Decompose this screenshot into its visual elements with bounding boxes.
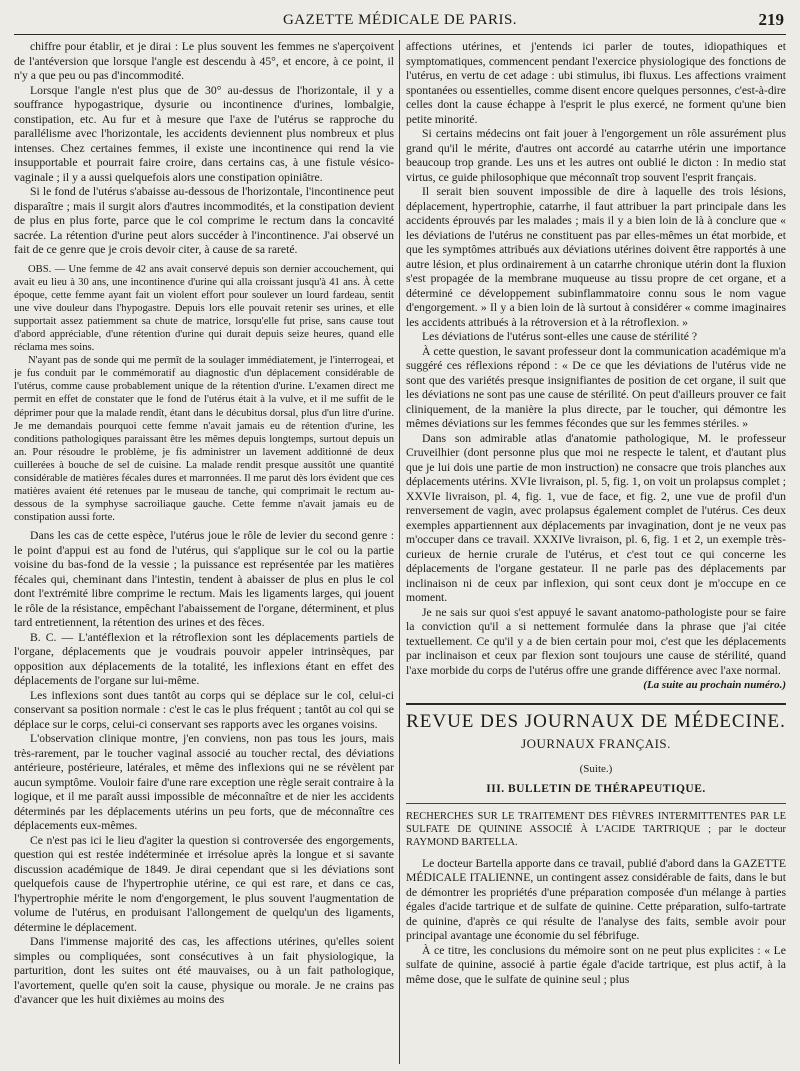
paragraph: Je ne sais sur quoi s'est appuyé le savant anatomo-pathologiste pour se faire la conviction qu'il a si nettement formulée dans la phrase que j'ai citée textuellement. Ce qu'il y a de bien certain pour moi, c'est que les déplacements par inclinaison et ceux par flexion sont toujours une cause de stérilité, quand l'axe morbide du corps de l'utérus offre une grande différence avec l'axe normal.: [406, 605, 786, 677]
observation-block: [14, 263, 394, 525]
paragraph: B. C. — L'antéflexion et la rétroflexion sont les déplacements partiels de l'organe, déplacements que je voudrais pouvoir appeler intrinsèques, par opposition aux déplacements de la totalité, les inflexions étant en effet des déplacements de l'organe sur lui-même.: [14, 630, 394, 688]
column-divider: [399, 40, 400, 1064]
paragraph: Il serait bien souvent impossible de dire à laquelle des trois lésions, déplacement, hypertrophie, catarrhe, il faut attribuer la part principale dans les accidents éprouvés par les malades ; mais il y a bien loin de là à conclure que « les déviations de l'utérus ne constituent pas par elles-mêmes un état morbide, et que les symptômes attribués aux déviations utérines doivent être rapportés à une autre lésion, et plus ordinairement à un catarrhe chronique utérin dont la fluxion s'est propagée de la membrane muqueuse au tissu propre de cet organe, et a déterminé ce développement subinflammatoire connu sous le nom vague d'engorgement. » Il y a bien loin de là surtout à considérer « comme imaginaires les accidents attribués à la rétroversion et à la rétroflexion. »: [406, 185, 786, 329]
paragraph: L'observation clinique montre, j'en conviens, non pas tous les jours, mais très-rarement, par le toucher vaginal associé au toucher rectal, des déviations antérieure, postérieure, latérales, et même des inflexions qui ne se révèlent par aucun symptôme. Vouloir faire d'une rare exception une règle serait contraire à la logique, et il me paraît aussi impossible de méconnaître et de nier les accidents déterminés par les déplacements utérins un peu forts, que de méconnaître ces déplacements eux-mêmes.: [14, 732, 394, 833]
paragraph: chiffre pour établir, et je dirai : Le plus souvent les femmes ne s'aperçoivent de l'antéversion que lorsque l'angle est descendu à 45°, et encore, à ce point, il n'y a que peu ou pas d'incommodité.: [14, 40, 394, 82]
paragraph: affections utérines, et j'entends ici parler de toutes, idiopathiques et symptomatiques, commencent pendant l'exercice physiologique des fonctions de l'utérus, en vertu de cet adage : ubi stimulus, ibi fluxus. Les affections vraiment spontanées ou essentielles, comme disent encore quelques personnes, c'est-à-dire celles dont la cause échappe à l'esprit le plus exercé, ne forment qu'une bien petite minorité.: [406, 40, 786, 126]
suite-label: (Suite.): [579, 762, 613, 775]
paragraph: Dans son admirable atlas d'anatomie pathologique, M. le professeur Cruveilhier (dont personne plus que moi ne respecte le talent, et d'autant plus que je lui dois une partie de mon instruction) ne consacre que trois planches aux déplacements utérins. XVIe livraison, pl. 5, fig. 1, on voit un prolapsus complet ; XXVIe livraison, pl. 4, fig. 1, vue de face, et fig. 2, une vue de profil d'un renversement de vagin, avec prolapsus également complet de l'utérus. Ces deux exemples appartiennent aux déplacements par invagination, dont je ne veux pas m'occuper dans ce travail. XXXIVe livraison, pl. 6, fig. 1 et 2, un exemple très-curieux de hernie crurale de l'utérus, et c'est tout ce qui concerne les déplacements de l'organe gestateur. Il ne parle pas des déplacements par inclinaison ni de ceux par inflexion, qui sont ceux dont je m'occupe en ce moment.: [406, 431, 786, 604]
page-number: 219: [758, 10, 784, 29]
observation-paragraph: N'ayant pas de sonde qui me permît de la soulager immédiatement, je l'interrogeai, et je fus conduit par le commémoratif au diagnostic d'un déplacement considérable de l'utérus, comme cause probablement unique de la rétention d'urine. L'examen direct me permit en effet de constater que le fond de l'utérus était à la vulve, et il me suffit de le déprimer pour que la malade rendît, étant dans le décubitus dorsal, plus d'un litre d'urine. Je me demandais pourquoi cette femme n'avait jamais eu de rétention d'urine, les conditions pathologiques paraissant être les mêmes depuis longtemps, surtout depuis un an. Pour résoudre le problème, je fis administrer un lavement additionné de deux cuillerées à bouche de sel de cuisine. La malade rendit presque aussitôt une quantité considérable de matières fécales dures et marronnées. Il me parut dès lors évident que ces matières avaient été retenues par le museau de tanche, qui comprimait le rectum au-dessous de la symphyse sacroiliaque gauche. Cette femme n'avait jamais eu de constipation aussi forte.: [14, 355, 394, 524]
to-be-continued: (La suite au prochain numéro.): [643, 679, 786, 691]
paragraph: Ce n'est pas ici le lieu d'agiter la question si controversée des engorgements, question qui est restée indéterminée et irrésolue après la longue et si savante discussion académique de 1849. Je dirai cependant que si les déviations sont quelquefois cause de l'hypertrophie utérine, ce qui est rare, et dans ce cas, l'hypertrophie mérite le nom d'engorgement, le plus souvent l'augmentation de volume de l'utérus, en produisant l'allongement de quelqu'un des ligaments, détermine le déplacement.: [14, 833, 394, 934]
right-column: [406, 40, 786, 1066]
journal-title: GAZETTE MÉDICALE DE PARIS.: [282, 12, 518, 28]
revue-title: REVUE DES JOURNAUX DE MÉDECINE.: [406, 710, 786, 732]
journaux-subtitle: JOURNAUX FRANÇAIS.: [521, 736, 671, 751]
paragraph: Le docteur Bartella apporte dans ce travail, publié d'abord dans la GAZETTE MÉDICALE ITALIENNE, un contingent assez considérable de faits, dans le but de démontrer les propriétés d'une préparation composée d'un mélange à parties égales d'acide tartrique et de sulfate de quinine. Cette préparation, sulfo-tartrate de quinine, d'après ce qui résulte de l'analyse des faits, semble avoir pour principal avantage une économie du sel fébrifuge.: [406, 856, 786, 942]
paragraph: À cette question, le savant professeur dont la communication académique m'a suggéré ces réflexions répond : « De ce que les déviations de l'utérus vide ne sont que des variétés presque insignifiantes de position de cet organe, il suit que les déviations ne sont pas une cause de stérilité. On peut d'ailleurs prouver ce fait cliniquement, de la manière la plus directe, par le toucher, qui démontre les mêmes déviations sur les femmes fécondes que sur les femmes stériles. »: [406, 344, 786, 430]
page-header: [14, 8, 786, 35]
paragraph: Lorsque l'angle n'est plus que de 30° au-dessus de l'horizontale, il y a souffrance hypogastrique, dysurie ou incontinence d'urines, lombalgie, constipation, etc. Au fur et à mesure que l'axe de l'utérus se rapproche du parallélisme avec l'horizontale, les accidents deviennent plus nombreux et plus intenses. Chez certaines femmes, il existe une incontinence qui rend la vie insupportable et pourrait faire croire, dans certains cas, à une fistule vésico-vaginale ; il y a aussi quelquefois alors une constipation opiniâtre.: [14, 83, 394, 184]
paragraph: Les déviations de l'utérus sont-elles une cause de stérilité ?: [422, 330, 698, 343]
paragraph: Dans l'immense majorité des cas, les affections utérines, qu'elles soient simples ou compliquées, sont consécutives à un fait physiologique, la parturition, dont les suites ont été mauvaises, ou à un fait pathologique, l'avortement, quelle qu'en soit la cause, physique ou morale. Je ne crains pas d'avancer que les huit dixièmes au moins des: [14, 935, 394, 1007]
section-rule: [406, 703, 786, 705]
section-heading: III. BULLETIN DE THÉRAPEUTIQUE.: [406, 782, 786, 804]
left-column: [14, 40, 394, 1066]
article-heading: RECHERCHES SUR LE TRAITEMENT DES FIÈVRES INTERMITTENTES PAR LE SULFATE DE QUININE ASSOCIÉ À L'ACIDE TARTRIQUE ; par le docteur RAYMOND BARTELLA.: [406, 810, 786, 848]
paragraph: À ce titre, les conclusions du mémoire sont on ne peut plus explicites : « Le sulfate de quinine, associé à partie égale d'acide tartrique, est plus actif, à la même dose, que le sulfate de quinine seul ; plus: [406, 943, 786, 986]
observation-paragraph: OBS. — Une femme de 42 ans avait conservé depuis son dernier accouchement, qui avait eu lieu à 30 ans, une incontinence d'urine qui alla croissant jusqu'à 41 ans. À cette époque, cette femme ayant fait un violent effort pour soulever un lourd fardeau, sentit une vive douleur dans l'hypogastre. Depuis lors elle pouvait retenir ses urines, et elle supportait assez patiemment sa chute de matrice, lorsqu'elle fut prise, sans cause tout d'abord appréciable, d'une rétention d'urine qui durait depuis seize heures, quand elle réclama mes soins.: [14, 263, 394, 354]
paragraph: Si le fond de l'utérus s'abaisse au-dessous de l'horizontale, l'incontinence peut disparaître ; mais il surgit alors d'autres incommodités, et la constipation devient de plus en plus forte, parce que le col comprime le rectum dans la concavité sacrée. La rétention d'urine peut alors succéder à l'incontinence. J'ai observé un fait de ce genre que je crois devoir citer, à cause de sa rareté.: [14, 185, 394, 256]
paragraph: Si certains médecins ont fait jouer à l'engorgement un rôle assurément plus grand qu'il le mérite, d'autres ont accordé au catarrhe utérin une importance beaucoup trop grande. Les uns et les autres ont oublié le dicton : In medio stat virtus, ce guide philosophique que méconnaît trop souvent l'esprit français.: [406, 127, 786, 184]
paragraph: Les inflexions sont dues tantôt au corps qui se déplace sur le col, celui-ci conservant sa position normale : c'est le cas le plus fréquent ; tantôt au col qui se déplace sur le corps, celui-ci conservant ses rapports avec les organes voisins.: [14, 688, 394, 731]
paragraph: Dans les cas de cette espèce, l'utérus joue le rôle de levier du second genre : le point d'appui est au fond de l'utérus, qui s'applique sur le col ou la partie voisine du bas-fond de la vessie ; la puissance est représentée par les matières fécales qui, cheminant dans l'intestin, tendent à abaisser de plus en plus le col dont l'extrémité libre comprime le rectum. Mais les ligaments larges, qui jouent le rôle de la résistance, empêchant l'abaissement de l'organe, déterminent, et plus tard entretiennent, la rétention des urines et des fèces.: [14, 529, 394, 630]
